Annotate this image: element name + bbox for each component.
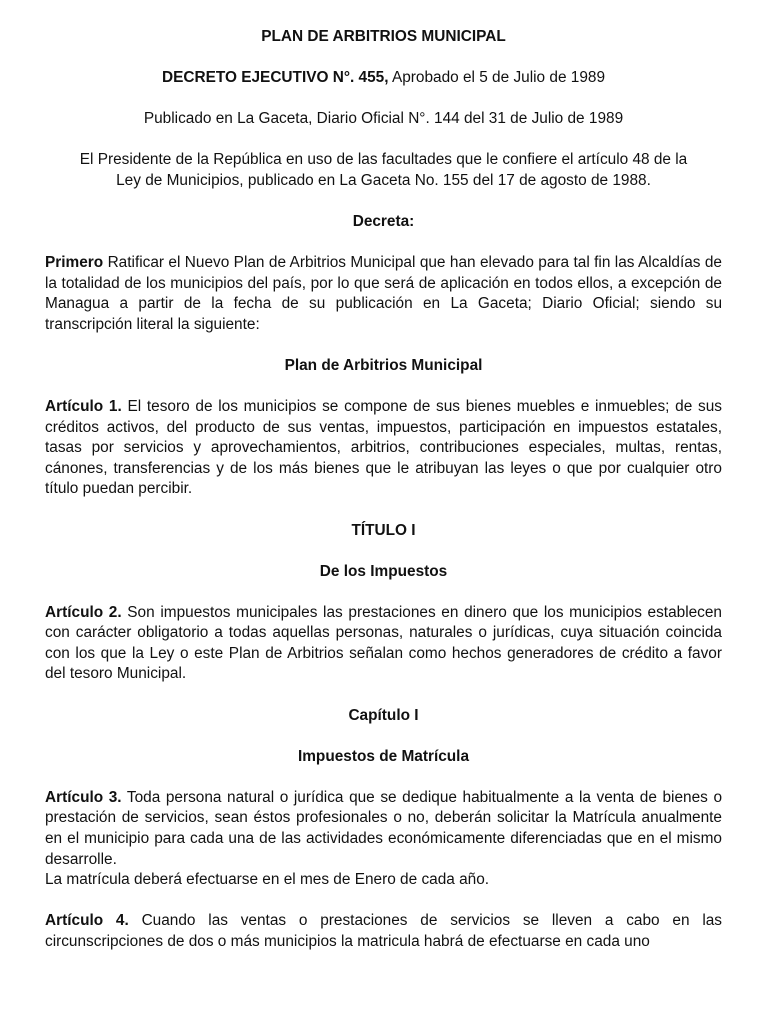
article-2-text: Son impuestos municipales las prestaciones en dinero que los municipios establecen con carácter obligatorio a todas aquellas personas, naturales o jurídicas, cuya situación coincida con los que la Ley o este Plan de Arbitrios señalan como hechos generadores de crédito a favor del tesoro Municipal. [45, 603, 722, 683]
article-3-line-2: La matrícula deberá efectuarse en el mes de Enero de cada año. [45, 871, 490, 889]
primero-label: Primero [45, 254, 104, 272]
article-3-label: Artículo 3. [45, 788, 122, 806]
article-4-text: Cuando las ventas o prestaciones de servicios se lleven a cabo en las circunscripciones de dos o más municipios la matricula habrá de efectuarse en cada uno [45, 912, 722, 950]
decree-line [45, 68, 722, 89]
intro-line-2: Ley de Municipios, publicado en La Gaceta No. 155 del 17 de agosto de 1988. [116, 171, 651, 189]
document-title: PLAN DE ARBITRIOS MUNICIPAL [261, 28, 506, 45]
titulo-heading: TÍTULO I [351, 521, 416, 539]
capitulo-heading: Capítulo I [348, 706, 419, 724]
article-3-text: Toda persona natural o jurídica que se dedique habitualmente a la venta de bienes o prestación de servicios, sean éstos profesionales o no, deberán solicitar la Matrícula anualmente en el municipio para cada una de las actividades económicamente diferenciadas que en el mismo desarrolle. [45, 788, 722, 868]
impuestos-heading: De los Impuestos [319, 562, 448, 580]
primero-paragraph [45, 253, 722, 335]
article-4-label: Artículo 4. [45, 912, 129, 930]
article-1-text: El tesoro de los municipios se compone de sus bienes muebles e inmuebles; de sus créditos activos, del producto de sus ventas, impuestos, participación en impuestos estatales, tasas por servicios y aprovechamientos, arbitrios, contribuciones especiales, multas, rentas, cánones, transferencias y de los más bienes que le atribuyan las leyes o que por cualquier otro título puedan percibir. [45, 398, 722, 498]
article-1 [45, 397, 722, 500]
article-2 [45, 603, 722, 685]
article-4 [45, 911, 722, 952]
matricula-heading: Impuestos de Matrícula [297, 747, 470, 765]
article-2-label: Artículo 2. [45, 603, 122, 621]
plan-heading: Plan de Arbitrios Municipal [284, 356, 483, 374]
decreta-heading: Decreta: [352, 212, 415, 230]
article-3 [45, 788, 722, 870]
intro-paragraph [45, 150, 722, 191]
decree-label: DECRETO EJECUTIVO N°. 455, [161, 69, 389, 87]
decree-approved: Aprobado el 5 de Julio de 1989 [388, 69, 606, 87]
article-1-label: Artículo 1. [45, 398, 122, 416]
publication-line: Publicado en La Gaceta, Diario Oficial N°. 144 del 31 de Julio de 1989 [143, 110, 624, 128]
intro-line-1: El Presidente de la República en uso de las facultades que le confiere el artículo 48 de la [79, 151, 688, 169]
primero-text: Ratificar el Nuevo Plan de Arbitrios Municipal que han elevado para tal fin las Alcaldías de la totalidad de los municipios del país, por lo que será de aplicación en todos ellos, a excepción de Managua a partir de la fecha de su publicación en La Gaceta; Diario Oficial; siendo su transcripción literal la siguiente: [45, 254, 722, 333]
